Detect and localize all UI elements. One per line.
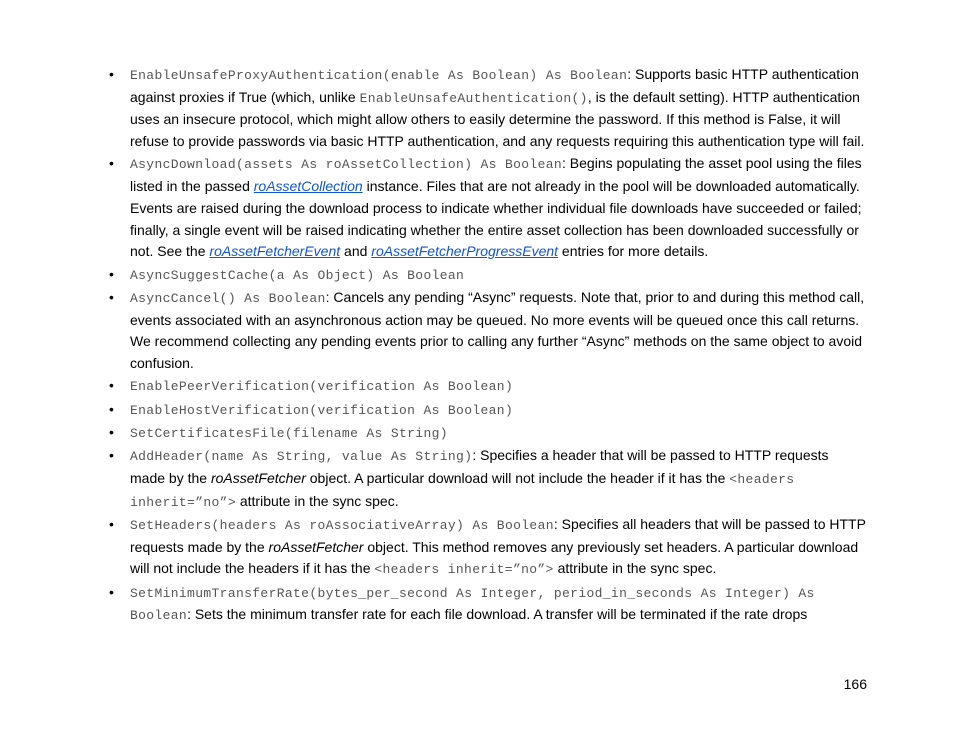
method-signature: SetMinimumTransferRate(bytes_per_second As Integer, period_in_seconds As Integer) As Boolean	[130, 585, 815, 624]
method-signature: AddHeader(name As String, value As String)	[130, 449, 473, 465]
list-item	[106, 422, 866, 445]
item-text: object. This method removes any previously set headers. A particular download will not include the headers if it has the	[130, 538, 859, 577]
method-list	[106, 64, 866, 628]
list-item	[106, 514, 866, 581]
item-text: attribute in the sync spec.	[553, 560, 717, 577]
item-text: : Cancels any pending “Async” requests. Note that, prior to and during this method call, events associated with an asynchronous action may be queued. No more events will be queued once this call returns. We recommend collecting any pending events prior to calling any further “Async” methods on the same object to avoid confusion.	[130, 288, 865, 371]
method-signature: AsyncDownload(assets As roAssetCollection) As Boolean	[130, 157, 563, 173]
item-text: : Specifies a header that will be passed to HTTP requests made by the	[130, 447, 829, 486]
list-item	[106, 264, 866, 287]
item-text: : Sets the minimum transfer rate for each file download. A transfer will be terminated if the rate drops	[187, 606, 808, 623]
item-text: attribute in the sync spec.	[235, 492, 399, 509]
method-signature: SetCertificatesFile(filename As String)	[130, 425, 448, 441]
list-item	[106, 375, 866, 398]
page-number: 166	[843, 676, 867, 692]
method-signature: EnableHostVerification(verification As Boolean)	[130, 402, 514, 418]
list-item	[106, 153, 866, 263]
item-text: : Specifies all headers that will be passed to HTTP requests made by the	[130, 515, 866, 555]
inline-code: <headers inherit=”no”>	[130, 471, 795, 510]
method-signature: SetHeaders(headers As roAssociativeArray) As Boolean	[130, 517, 554, 533]
item-text: instance. Files that are not already in the pool will be downloaded automatically. Events are raised during the download process to indicate whether individual file downloads have succeeded or failed; finally, a single event will be raised indicating whether the entire asset collection has been downloaded successfully or not. See the	[130, 178, 862, 260]
inline-code: <headers inherit=”no”>	[374, 562, 554, 578]
list-item	[106, 399, 866, 422]
link-roassetcollection[interactable]: roAssetCollection	[253, 178, 363, 195]
method-signature: EnableUnsafeProxyAuthentication(enable As Boolean) As Boolean	[130, 68, 628, 83]
item-text: : Begins populating the asset pool using the files listed in the passed	[130, 155, 862, 195]
method-signature: AsyncCancel() As Boolean	[130, 290, 326, 306]
list-item	[106, 64, 866, 153]
list-item	[106, 445, 866, 513]
link-roassetfetcherevent[interactable]: roAssetFetcherEvent	[209, 243, 341, 260]
method-signature: EnablePeerVerification(verification As Boolean)	[130, 379, 514, 395]
inline-code: EnableUnsafeAuthentication()	[359, 90, 588, 106]
method-signature: AsyncSuggestCache(a As Object) As Boolean	[130, 267, 465, 283]
class-name: roAssetFetcher	[268, 538, 364, 555]
item-text: and	[340, 243, 372, 260]
item-text: , is the default setting). HTTP authentication uses an insecure protocol, which might allow others to easily determine the password. If this method is False, it will refuse to provide passwords via basic HTTP authentication, and any requests requiring this authentication type will fail.	[130, 88, 865, 150]
item-text: entries for more details.	[558, 243, 709, 260]
class-name: roAssetFetcher	[210, 469, 306, 486]
link-roassetfetcherprogressevent[interactable]: roAssetFetcherProgressEvent	[371, 243, 559, 260]
item-text: : Supports basic HTTP authentication against proxies if True (which, unlike	[130, 66, 859, 105]
item-text: object. A particular download will not include the header if it has the	[305, 469, 730, 486]
list-item	[106, 582, 866, 627]
list-item	[106, 287, 866, 375]
